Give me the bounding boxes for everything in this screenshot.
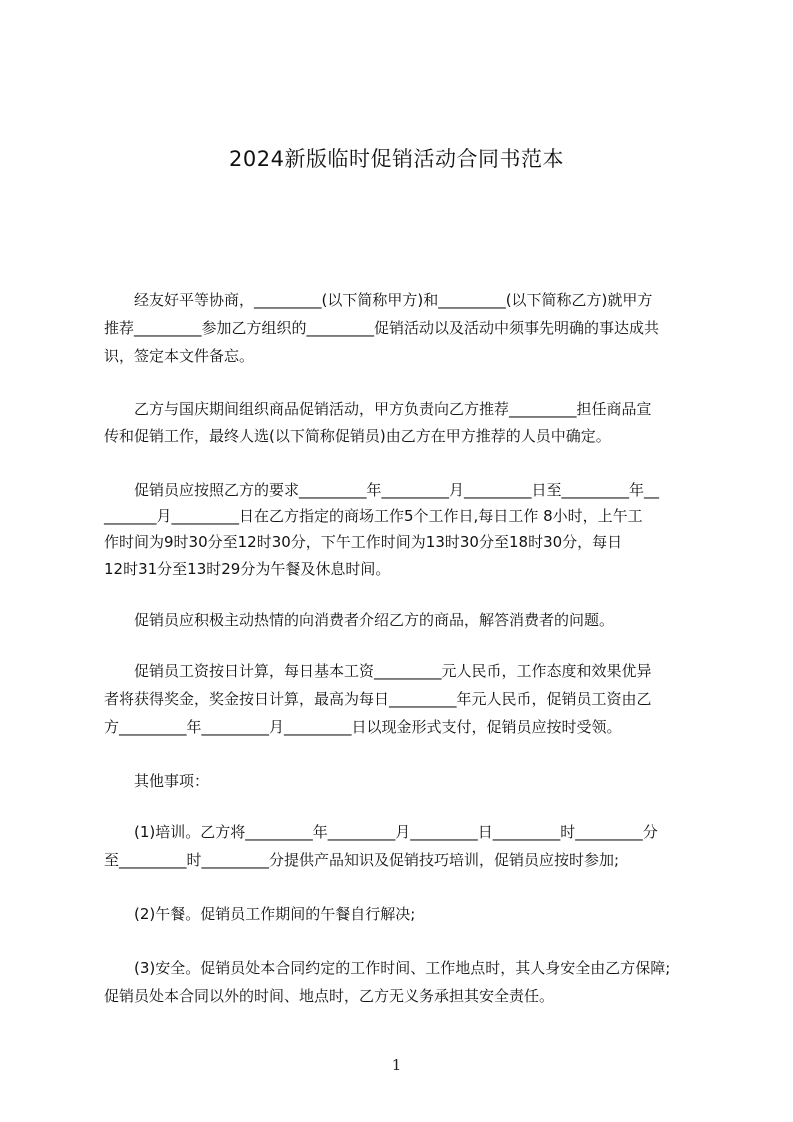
paragraph-5-line-3: 方_________年_________月_________日以现金形式支付，促销员应按时受领。 xyxy=(104,718,622,736)
paragraph-5-line-1: 促销员工资按日计算，每日基本工资_________元人民币，工作态度和效果优异 xyxy=(104,662,652,680)
paragraph-7-line-2: 至_________时_________分提供产品知识及促销技巧培训，促销员应按时参加; xyxy=(104,851,620,869)
paragraph-3-line-3: 作时间为9时30分至12时30分，下午工作时间为13时30分至18时30分，每日 xyxy=(104,533,623,551)
paragraph-6-line-1: 其他事项： xyxy=(104,772,210,790)
paragraph-2-line-1: 乙方与国庆期间组织商品促销活动，甲方负责向乙方推荐_________担任商品宣 xyxy=(104,400,652,418)
paragraph-3-line-1: 促销员应按照乙方的要求_________年_________月_________日至_________年__ xyxy=(104,481,660,499)
paragraph-3-line-2: _______月_________日在乙方指定的商场工作5个工作日,每日工作 8小时，上午工 xyxy=(104,507,643,525)
paragraph-7-line-1: (1)培训。乙方将_________年_________月_________日_________时_________分 xyxy=(104,823,658,841)
paragraph-1-line-3: 识，签定本文件备忘。 xyxy=(104,347,255,365)
paragraph-1-line-2: 推荐_________参加乙方组织的_________促销活动以及活动中须事先明确的事达成共 xyxy=(104,319,660,337)
paragraph-5-line-2: 者将获得奖金，奖金按日计算，最高为每日_________年元人民币，促销员工资由乙 xyxy=(104,690,652,708)
paragraph-4-line-1: 促销员应积极主动热情的向消费者介绍乙方的商品，解答消费者的问题。 xyxy=(104,611,615,629)
paragraph-9-line-1: (3)安全。促销员处本合同约定的工作时间、工作地点时，其人身安全由乙方保障; xyxy=(104,959,671,977)
paragraph-3-line-4: 12时31分至13时29分为午餐及休息时间。 xyxy=(104,560,391,578)
paragraph-1-line-1: 经友好平等协商，_________(以下简称甲方)和_________(以下简称乙方)就甲方 xyxy=(104,291,653,309)
paragraph-9-line-2: 促销员处本合同以外的时间、地点时，乙方无义务承担其安全责任。 xyxy=(104,987,555,1005)
paragraph-8-line-1: (2)午餐。促销员工作期间的午餐自行解决; xyxy=(104,905,416,923)
page-number: 1 xyxy=(391,1056,402,1074)
paragraph-2-line-2: 传和促销工作，最终人选(以下简称促销员)由乙方在甲方推荐的人员中确定。 xyxy=(104,427,611,445)
document-title: 2024新版临时促销活动合同书范本 xyxy=(229,147,564,171)
